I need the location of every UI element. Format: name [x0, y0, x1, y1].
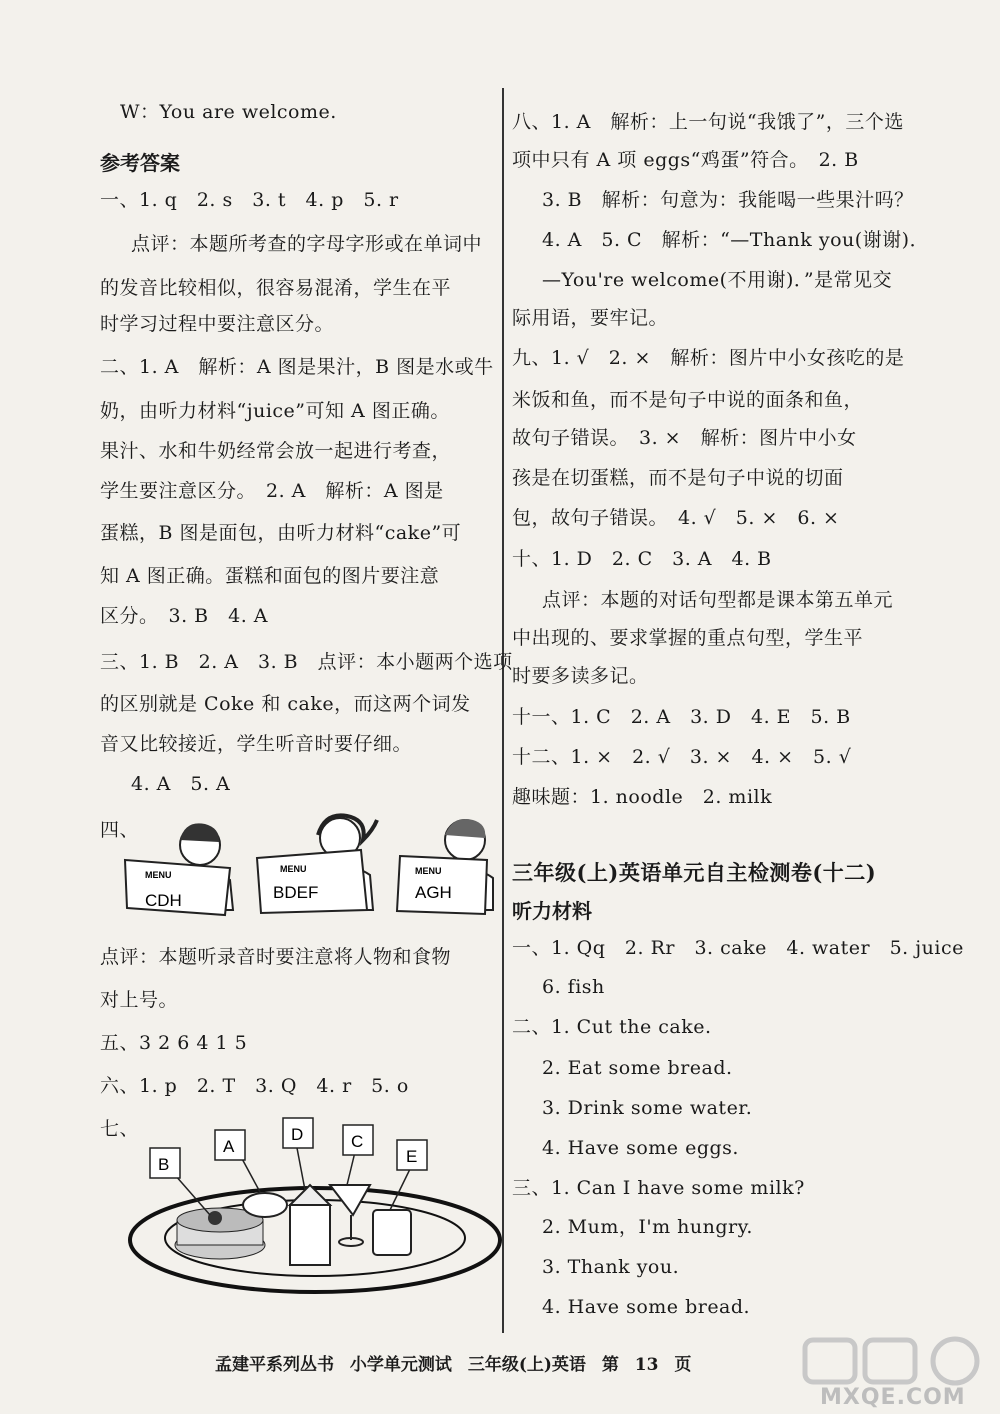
cake-food — [175, 1208, 265, 1259]
comment-line: 时要多读多记。 — [512, 665, 649, 687]
comment-line: 对上号。 — [100, 989, 179, 1011]
answer-line: 果汁、水和牛奶经常会放一起进行考查， — [100, 440, 452, 462]
answer-line: 的区别就是 Coke 和 cake，而这两个词发 — [100, 693, 471, 715]
answer-line: 蛋糕，B 图是面包，由听力材料“cake”可 — [100, 522, 462, 544]
answer-section-6: 六、1. p 2. T 3. Q 4. r 5. o — [100, 1075, 409, 1097]
answer-line: 奶，由听力材料“juice”可知 A 图正确。 — [100, 400, 450, 422]
answer-section-2: 二、1. A 解析：A 图是果汁，B 图是水或牛 — [100, 356, 494, 378]
water-glass — [373, 1210, 411, 1255]
comment-line: 点评：本题所考查的字母字形或在单词中 — [131, 233, 483, 255]
answer-line: 孩是在切蛋糕，而不是句子中说的切面 — [512, 467, 844, 489]
listening-line: 4. Have some bread. — [542, 1296, 751, 1318]
menu-head: MENU — [280, 864, 307, 874]
watermark-text: MXQE.COM — [820, 1385, 966, 1410]
page-footer: 孟建平系列丛书 小学单元测试 三年级(上)英语 第 13 页 — [215, 1355, 692, 1375]
plate-label: D — [291, 1125, 304, 1144]
milk-carton — [290, 1185, 330, 1265]
answer-line: 3. B 解析：句意为：我能喝一些果汁吗？ — [542, 189, 914, 211]
listening-section-2: 二、1. Cut the cake. — [512, 1016, 712, 1038]
menu-letters: AGH — [415, 883, 452, 902]
plate-label: B — [158, 1155, 170, 1174]
listening-line: 2. Eat some bread. — [542, 1057, 733, 1079]
comment-line: 点评：本题听录音时要注意将人物和食物 — [100, 946, 452, 968]
answer-section-1: 一、1. q 2. s 3. t 4. p 5. r — [100, 189, 399, 211]
answer-line: 故句子错误。 3. × 解析：图片中小女 — [512, 427, 857, 449]
listening-line: 3. Drink some water. — [542, 1097, 753, 1119]
menu-illustration — [115, 810, 495, 925]
fun-question: 趣味题：1. noodle 2. milk — [512, 786, 773, 808]
answer-line: 4. A 5. C 解析：“—Thank you(谢谢)． — [542, 229, 930, 251]
answer-line: 际用语，要牢记。 — [512, 307, 669, 329]
comment-line: 点评：本题的对话句型都是课本第五单元 — [542, 589, 894, 611]
answer-section-8: 八、1. A 解析：上一句说“我饿了”，三个选 — [512, 111, 904, 133]
answers-heading: 参考答案 — [100, 151, 180, 175]
answer-line: 区分。 3. B 4. A — [100, 605, 269, 627]
menu-head: MENU — [415, 866, 442, 876]
answer-line: 包，故句子错误。 4. √ 5. × 6. × — [512, 507, 840, 529]
listening-section-3: 三、1. Can I have some milk? — [512, 1177, 805, 1199]
answer-line: —You're welcome(不用谢)．”是常见交 — [542, 269, 893, 291]
answer-section-12: 十二、1. × 2. √ 3. × 4. × 5. √ — [512, 746, 852, 768]
answer-line: 项中只有 A 项 eggs“鸡蛋”符合。 2. B — [512, 149, 859, 171]
answer-section-9: 九、1. √ 2. × 解析：图片中小女孩吃的是 — [512, 347, 905, 369]
plate-illustration — [125, 1110, 505, 1295]
answer-line: 4. A 5. A — [131, 773, 231, 795]
plate-label: A — [223, 1137, 235, 1156]
listening-line: 4. Have some eggs. — [542, 1137, 739, 1159]
test-title: 三年级(上)英语单元自主检测卷(十二) — [512, 860, 877, 885]
listening-line: 3. Thank you. — [542, 1256, 680, 1278]
menu-letters: BDEF — [273, 883, 319, 902]
plate-label: C — [351, 1132, 364, 1151]
answer-line: 音又比较接近，学生听音时要仔细。 — [100, 733, 413, 755]
answer-section-5: 五、3 2 6 4 1 5 — [100, 1032, 248, 1054]
egg-food — [243, 1193, 287, 1217]
comment-line: 时学习过程中要注意区分。 — [100, 313, 335, 335]
plate-label: E — [406, 1147, 418, 1166]
answer-section-4-label: 四、 — [100, 819, 140, 841]
answer-section-3: 三、1. B 2. A 3. B 点评：本小题两个选项 — [100, 651, 513, 673]
answer-line: 知 A 图正确。蛋糕和面包的图片要注意 — [100, 565, 440, 587]
listening-heading: 听力材料 — [512, 899, 592, 923]
comment-line: 的发音比较相似，很容易混淆，学生在平 — [100, 277, 452, 299]
comment-line: 中出现的、要求掌握的重点句型，学生平 — [512, 627, 864, 649]
menu-letters: CDH — [145, 891, 182, 910]
dialogue-line: W：You are welcome. — [120, 101, 337, 123]
listening-section-1: 一、1. Qq 2. Rr 3. cake 4. water 5. juice — [512, 937, 964, 959]
answer-section-10: 十、1. D 2. C 3. A 4. B — [512, 548, 772, 570]
listening-line: 2. Mum，I'm hungry. — [542, 1216, 753, 1238]
answer-line: 米饭和鱼，而不是句子中说的面条和鱼， — [512, 389, 864, 411]
answer-line: 学生要注意区分。 2. A 解析：A 图是 — [100, 480, 444, 502]
answer-section-11: 十一、1. C 2. A 3. D 4. E 5. B — [512, 706, 851, 728]
listening-line: 6. fish — [542, 976, 605, 998]
menu-head: MENU — [145, 870, 172, 880]
answer-section-7-label: 七、 — [100, 1118, 140, 1140]
juice-glass — [330, 1185, 370, 1246]
